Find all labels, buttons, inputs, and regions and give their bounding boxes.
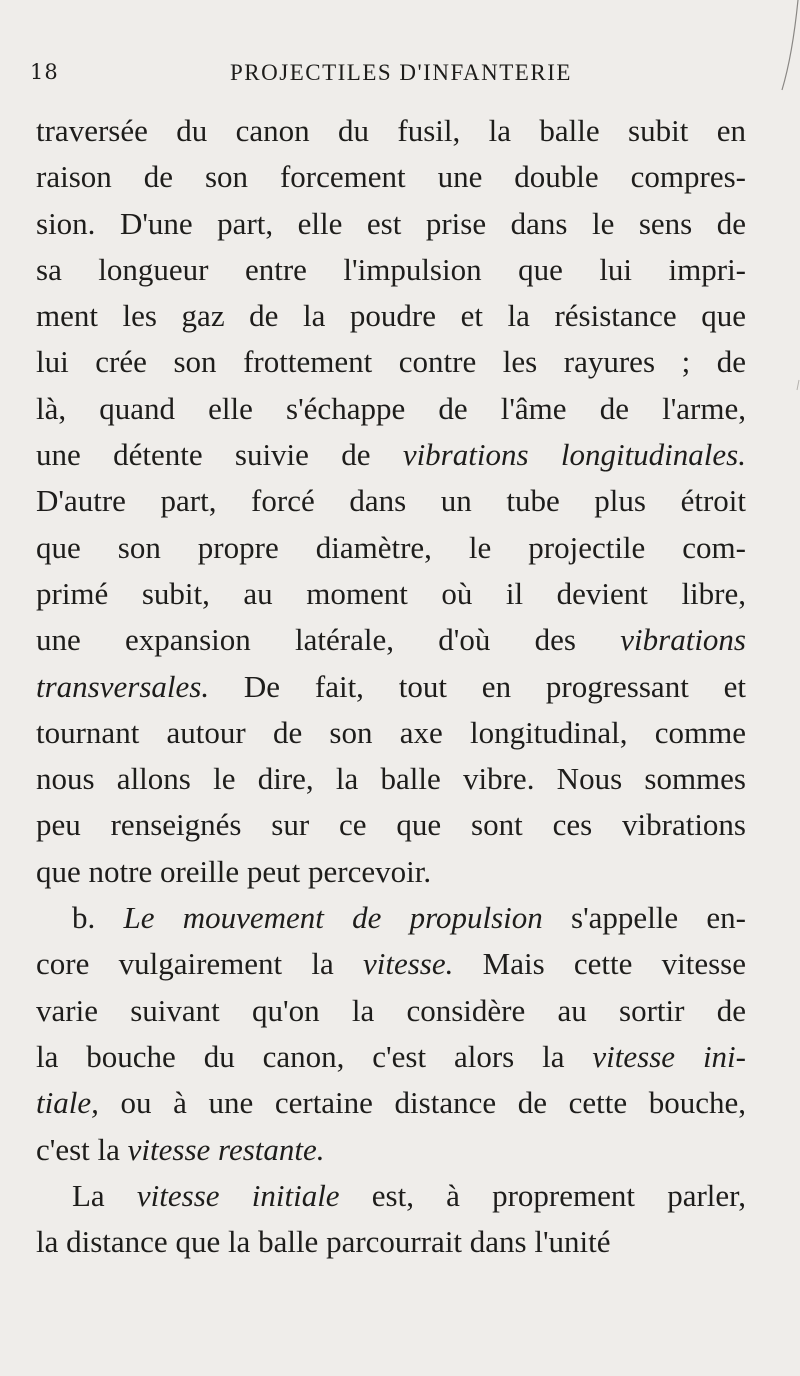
- text-line: [36, 1080, 746, 1126]
- text-segment: D'autre part, forcé dans un tube plus étroit: [36, 483, 746, 519]
- text-line: [36, 339, 746, 385]
- text-segment: sion. D'une part, elle est prise dans le sens de: [36, 205, 746, 241]
- text-segment: raison de son forcement une double compres-: [36, 159, 746, 195]
- text-segment: tournant autour de son axe longitudinal, comme: [36, 714, 746, 750]
- text-line: [36, 756, 746, 802]
- text-line: [36, 802, 746, 848]
- text-segment: une détente suivie de: [36, 437, 403, 473]
- text-segment: s'appelle en-: [542, 900, 746, 936]
- italic-text: transversales.: [36, 668, 210, 704]
- text-line: [36, 525, 746, 571]
- text-line: [36, 201, 746, 247]
- italic-text: vitesse initiale: [136, 1177, 340, 1213]
- italic-text: vitesse ini-: [592, 1038, 746, 1074]
- text-line: [36, 988, 746, 1034]
- text-line: [36, 1034, 746, 1080]
- text-line: [36, 941, 746, 987]
- text-segment: b.: [72, 900, 124, 936]
- text-line: [36, 849, 746, 895]
- text-segment: primé subit, au moment où il devient libre,: [36, 575, 746, 611]
- text-segment: De fait, tout en progressant et: [209, 668, 746, 704]
- page-edge-mark: [778, 0, 800, 1376]
- text-line: [36, 386, 746, 432]
- text-line: [36, 478, 746, 524]
- text-segment: la bouche du canon, c'est alors la: [36, 1038, 593, 1074]
- italic-text: Le mouvement de propulsion: [123, 900, 543, 936]
- text-segment: là, quand elle s'échappe de l'âme de l'arme,: [36, 390, 746, 426]
- text-line: [36, 154, 746, 200]
- text-segment: c'est la: [36, 1131, 128, 1167]
- text-segment: La: [72, 1177, 137, 1213]
- text-segment: traversée du canon du fusil, la balle subit en: [36, 113, 746, 148]
- text-segment: peu renseignés sur ce que sont ces vibrations: [36, 807, 746, 843]
- body-text: [36, 108, 746, 1265]
- text-line: [36, 664, 746, 710]
- text-line: [36, 1127, 746, 1173]
- text-segment: nous allons le dire, la balle vibre. Nous sommes: [36, 761, 746, 797]
- text-line: [36, 1173, 746, 1219]
- text-line: [36, 247, 746, 293]
- page-number: 18: [30, 60, 59, 84]
- text-segment: sa longueur entre l'impulsion que lui impri-: [36, 251, 746, 287]
- text-segment: que notre oreille peut percevoir.: [36, 853, 432, 889]
- page-header: [30, 60, 730, 94]
- text-segment: ment les gaz de la poudre et la résistance que: [36, 298, 746, 334]
- text-line: [36, 895, 746, 941]
- text-segment: lui crée son frottement contre les rayures ; de: [36, 344, 746, 380]
- italic-text: vitesse.: [363, 946, 454, 982]
- text-segment: ou à une certaine distance de cette bouche,: [98, 1085, 746, 1121]
- italic-text: vitesse restante.: [127, 1131, 325, 1167]
- text-segment: core vulgairement la: [36, 946, 363, 982]
- italic-text: vibrations longitudinales.: [402, 437, 746, 473]
- running-title: PROJECTILES D'INFANTERIE: [230, 60, 572, 85]
- text-segment: varie suivant qu'on la considère au sortir de: [36, 992, 746, 1028]
- text-line: [36, 710, 746, 756]
- text-line: [36, 571, 746, 617]
- text-segment: est, à proprement parler,: [339, 1177, 746, 1213]
- text-segment: la distance que la balle parcourrait dans l'unité: [36, 1224, 611, 1260]
- text-segment: Mais cette vitesse: [453, 946, 746, 982]
- italic-text: vibrations: [620, 622, 746, 658]
- italic-text: tiale,: [36, 1085, 99, 1121]
- text-line: [36, 108, 746, 154]
- text-line: [36, 432, 746, 478]
- text-line: [36, 617, 746, 663]
- text-segment: que son propre diamètre, le projectile com-: [36, 529, 746, 565]
- text-segment: une expansion latérale, d'où des: [36, 622, 621, 658]
- text-line: [36, 1219, 746, 1265]
- text-line: [36, 293, 746, 339]
